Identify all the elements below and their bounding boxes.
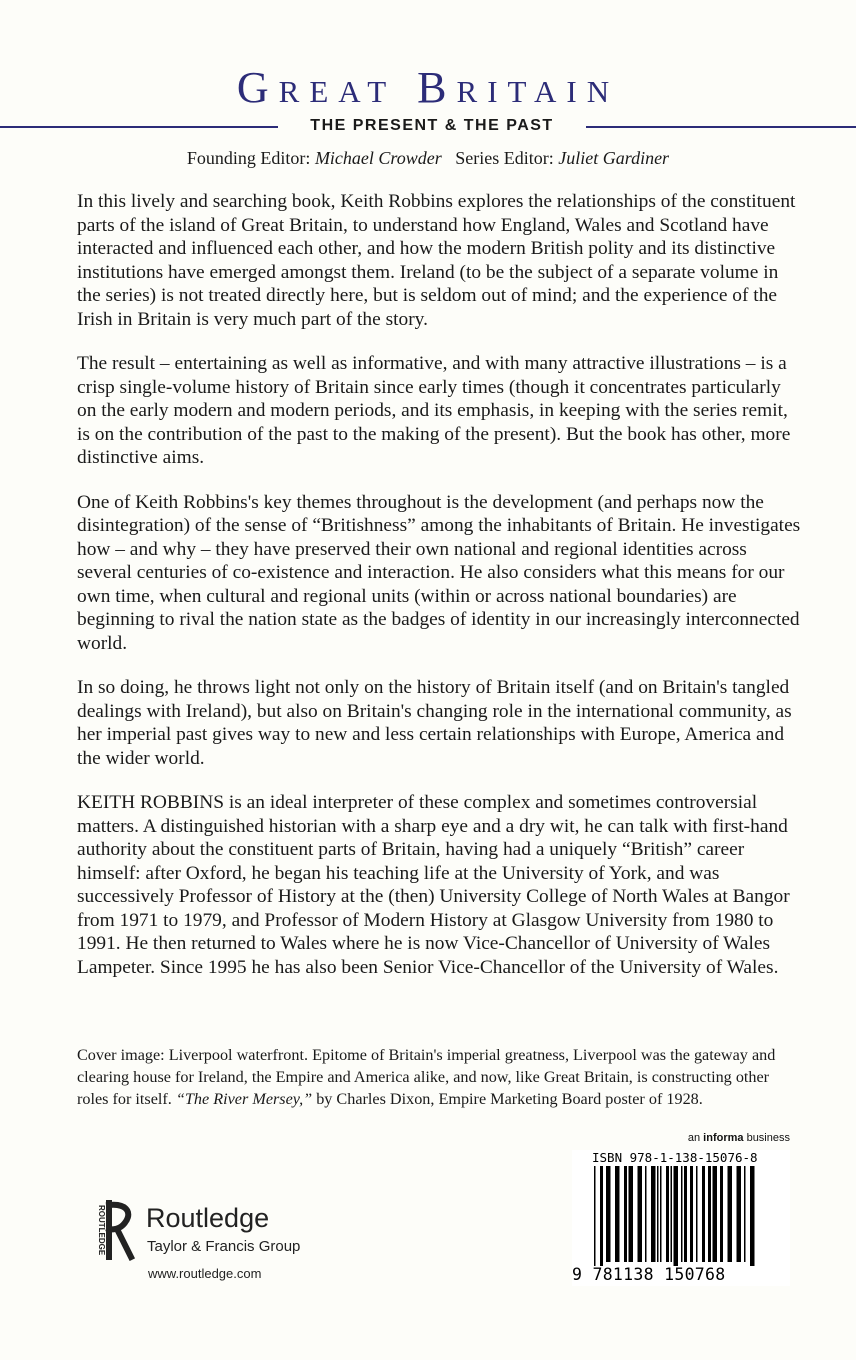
barcode-bar <box>674 1166 679 1266</box>
blurb-paragraph: In this lively and searching book, Keith Robbins explores the relationships of the constituent parts of the island of Great Britain, to understand how England, Wales and Scotland have interacted and influenced each other, and how the modern British polity and its distinctive institutions have emerged amongst them. Ireland (to be the subject of a separate volume in the series) is not treated directly here, but is seldom out of mind; and the experience of the Irish in Britain is very much part of the story. <box>77 191 796 330</box>
editors-line <box>0 148 856 169</box>
barcode-bar <box>671 1166 673 1262</box>
barcode-bar <box>594 1166 596 1266</box>
barcode-bar <box>702 1166 705 1262</box>
cover-caption <box>77 1044 797 1110</box>
series-subtitle: THE PRESENT & THE PAST <box>310 117 554 134</box>
publisher-website[interactable]: www.routledge.com <box>148 1266 262 1281</box>
barcode-bar <box>660 1166 662 1262</box>
barcode-bar <box>666 1166 669 1262</box>
author-bio-paragraph: KEITH ROBBINS is an ideal interpreter of these complex and sometimes controversial matters. A distinguished historian with a sharp eye and a dry wit, he can talk with first-hand authority about the constituent parts of Britain, having had a uniquely “British” career himself: after Oxford, he began his teaching life at the University of York, and was successively Professor of History at the (then) University College of North Wales at Bangor from 1971 to 1979, and Professor of Modern History at Glasgow University from 1980 to 1991. He then returned to Wales where he is now Vice-Chancellor of University of Wales Lampeter. Since 1995 he has also been Senior Vice-Chancellor of the University of Wales. <box>77 792 790 978</box>
founding-editor-name: Michael Crowder <box>314 148 442 168</box>
series-editor-name: Juliet Gardiner <box>558 148 670 168</box>
barcode-bar <box>713 1166 718 1262</box>
publisher-group: Taylor & Francis Group <box>147 1238 301 1255</box>
routledge-logo-icon <box>95 1199 137 1261</box>
isbn-barcode <box>572 1150 790 1286</box>
barcode-bar <box>737 1166 742 1262</box>
barcode-bar <box>728 1166 733 1262</box>
blurb-paragraph: The result – entertaining as well as informative, and with many attractive illustrations – is a crisp single-volume history of Britain since early times (though it concentrates particularly on the early modern and modern periods, and its emphasis, in keeping with the series remit, is on the contribution of the past to the making of the present). But the book has other, more distinctive aims. <box>77 353 791 468</box>
barcode-bar <box>750 1166 755 1266</box>
informa-tagline: an informa business <box>687 1132 790 1144</box>
barcode-bar <box>708 1166 711 1262</box>
logo-vertical-text: ROUTLEDGE <box>97 1205 106 1256</box>
rule-right <box>586 126 856 128</box>
barcode-bar <box>600 1166 603 1266</box>
blurb <box>77 190 803 1000</box>
barcode-bar <box>629 1166 634 1262</box>
rule-left <box>0 126 278 128</box>
isbn-label: ISBN 978-1-138-15076-8 <box>592 1150 758 1165</box>
barcode-bar <box>744 1166 746 1262</box>
barcode-bar <box>638 1166 643 1262</box>
series-editor-label: Series Editor: <box>455 148 554 168</box>
barcode-bars <box>592 1166 786 1266</box>
barcode-bar <box>684 1166 687 1262</box>
barcode-bar <box>624 1166 627 1262</box>
publisher-name: Routledge <box>146 1203 270 1233</box>
informa-brand: informa <box>703 1132 744 1144</box>
barcode-bar <box>645 1166 647 1262</box>
barcode-digits: 9 781138 150768 <box>572 1265 726 1284</box>
barcode-bar <box>690 1166 693 1262</box>
barcode-bar <box>615 1166 620 1262</box>
barcode-bar <box>657 1166 659 1262</box>
barcode-bar <box>606 1166 611 1262</box>
blurb-paragraph: One of Keith Robbins's key themes throughout is the development (and perhaps now the disintegration) of the sense of “Britishness” among the inhabitants of Britain. He investigates how – and why – they have preserved their own national and regional identities across several centuries of co-existence and interaction. He also considers what this means for our own time, when cultural and regional units (within or across national boundaries) are beginning to rival the nation state as the badges of identity in our increasingly interconnected world. <box>77 491 801 654</box>
series-title: Great Britain <box>236 63 620 112</box>
barcode-bar <box>696 1166 698 1262</box>
caption-text-end: by Charles Dixon, Empire Marketing Board poster of 1928. <box>312 1090 703 1108</box>
barcode-bar <box>681 1166 683 1262</box>
caption-text: Cover image: Liverpool waterfront. Epitome of Britain's imperial greatness, Liverpool was the gateway and clearing house for Ireland, the Empire and America alike, and now, like Great Britain, is constructing other roles for itself. <box>77 1046 776 1108</box>
caption-title: “The River Mersey,” <box>175 1090 313 1108</box>
barcode-bar <box>651 1166 656 1262</box>
blurb-paragraph: In so doing, he throws light not only on the history of Britain itself (and on Britain's tangled dealings with Ireland), but also on Britain's changing role in the international community, as her imperial past gives way to new and less certain relationships with Europe, America and the wider world. <box>77 677 792 769</box>
founding-editor-label: Founding Editor: <box>186 148 311 168</box>
barcode-bar <box>720 1166 723 1262</box>
